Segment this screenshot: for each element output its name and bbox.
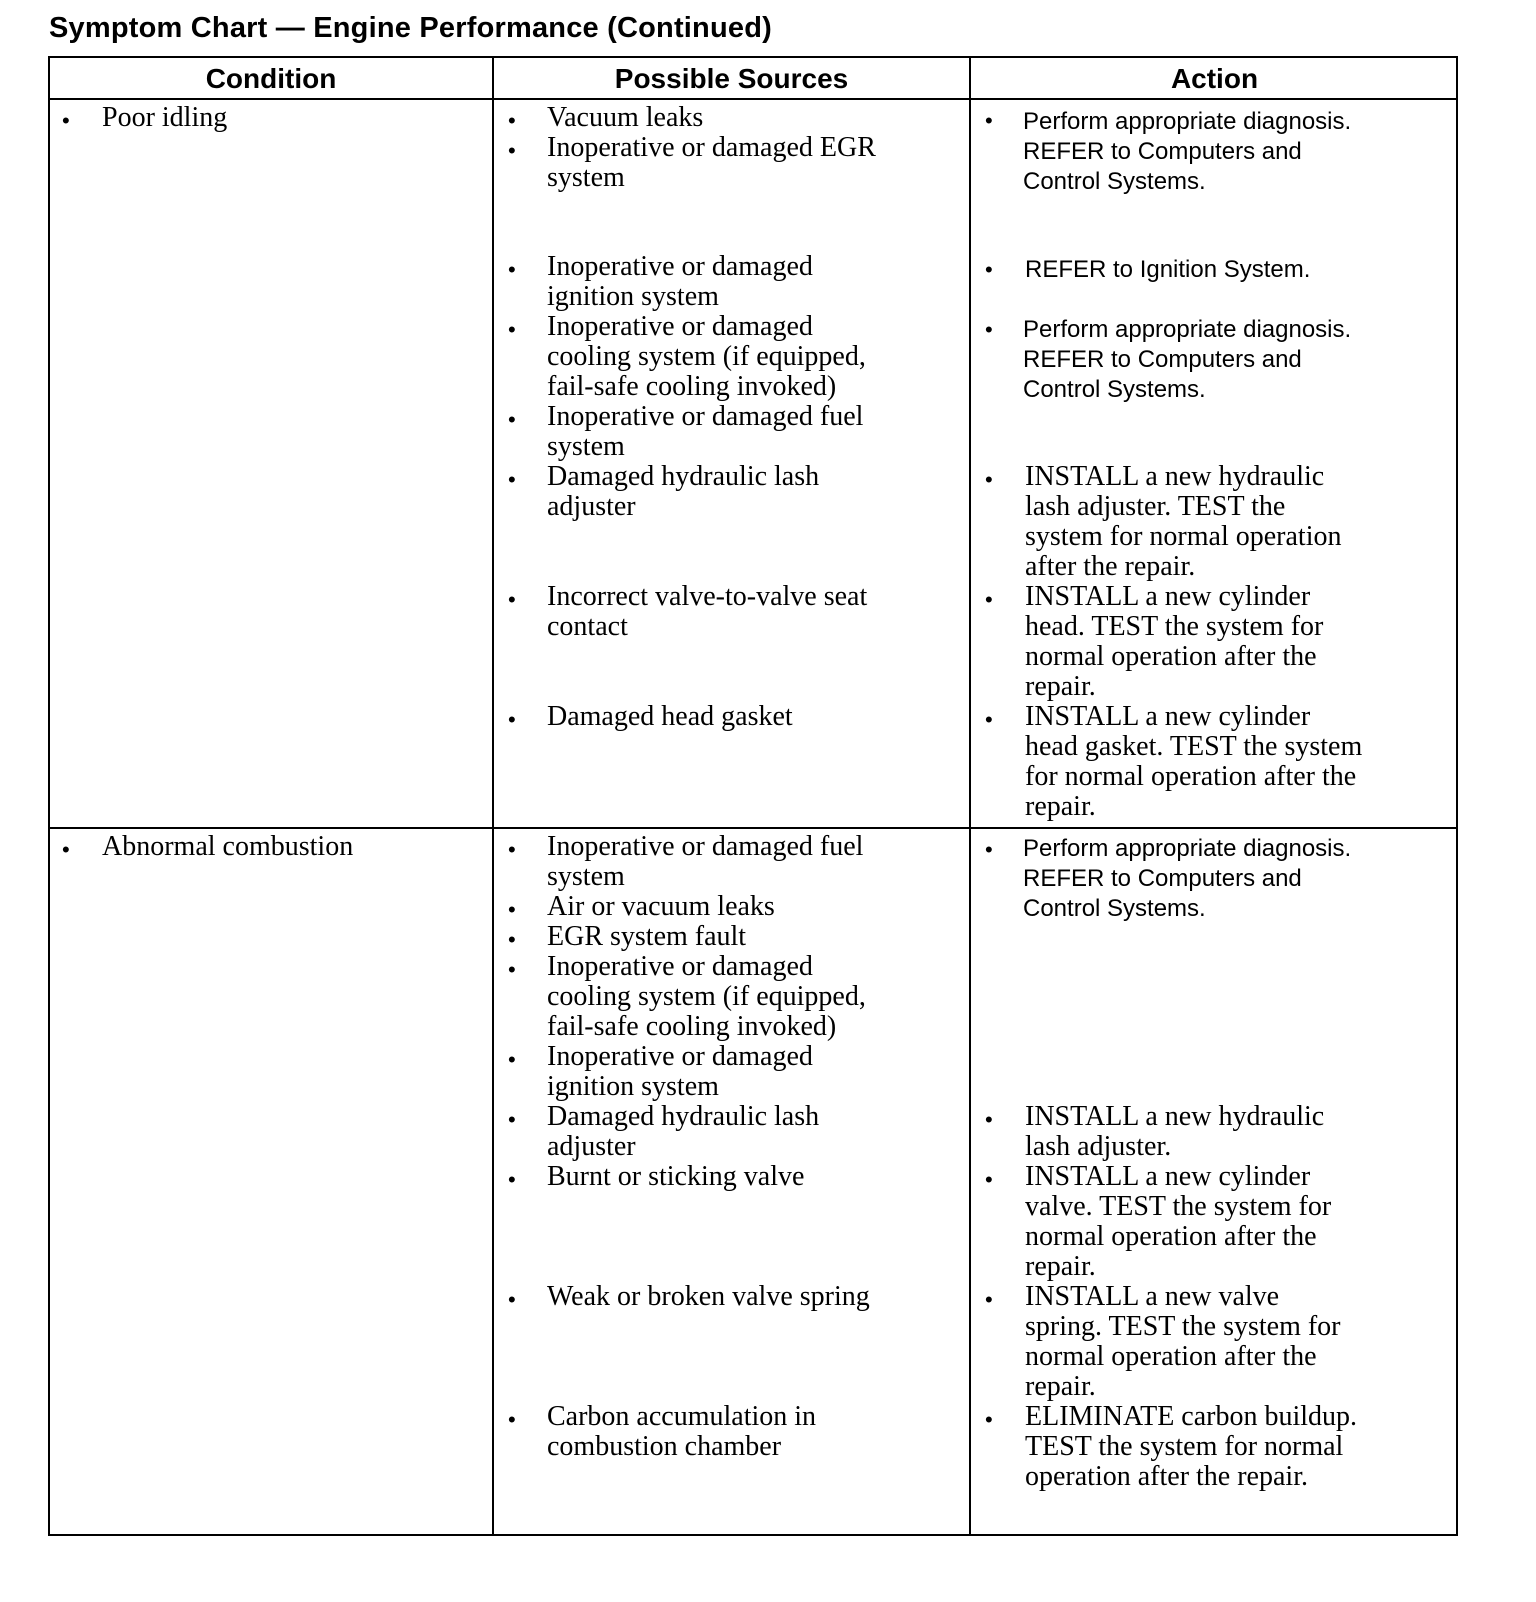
bullet: • <box>508 407 516 432</box>
source-item: Inoperative or damaged ignition system <box>547 1041 813 1102</box>
bullet: • <box>985 1107 993 1132</box>
column-header-condition: Condition <box>205 63 337 94</box>
bullet: • <box>985 1407 993 1432</box>
bullet: • <box>985 467 993 492</box>
bullet: • <box>508 927 516 952</box>
source-item: EGR system fault <box>547 921 747 952</box>
source-item: Carbon accumulation in combustion chamber <box>547 1401 817 1462</box>
bullet: • <box>985 1287 993 1312</box>
bullet: • <box>508 957 516 982</box>
source-item: Inoperative or damaged fuel system <box>547 401 864 462</box>
action-item: ELIMINATE carbon buildup. TEST the system for normal operation after the repair. <box>1025 1401 1358 1492</box>
bullet: • <box>508 317 516 342</box>
action-item: Perform appropriate diagnosis. REFER to Computers and Control Systems. <box>1023 108 1352 195</box>
action-item: INSTALL a new valve spring. TEST the system for normal operation after the repair. <box>1025 1281 1341 1402</box>
source-item: Weak or broken valve spring <box>547 1281 870 1312</box>
condition-text: Poor idling <box>102 102 228 133</box>
bullet: • <box>508 1287 516 1312</box>
bullet: • <box>508 1107 516 1132</box>
column-divider <box>492 58 494 1534</box>
bullet: • <box>508 1167 516 1192</box>
source-item: Burnt or sticking valve <box>547 1161 805 1192</box>
chart-title: Symptom Chart — Engine Performance (Continued) <box>49 12 772 44</box>
source-item: Air or vacuum leaks <box>547 891 775 922</box>
bullet: • <box>508 897 516 922</box>
bullet: • <box>508 587 516 612</box>
bullet: • <box>508 707 516 732</box>
source-item: Inoperative or damaged ignition system <box>547 251 813 312</box>
action-item: REFER to Ignition System. <box>1025 256 1311 283</box>
action-item: INSTALL a new hydraulic lash adjuster. <box>1025 1101 1325 1162</box>
source-item: Incorrect valve-to-valve seat contact <box>547 581 868 642</box>
bullet: • <box>508 837 516 862</box>
bullet: • <box>985 1167 993 1192</box>
action-item: Perform appropriate diagnosis. REFER to Computers and Control Systems. <box>1023 316 1352 403</box>
bullet: • <box>985 317 993 342</box>
bullet: • <box>508 1407 516 1432</box>
bullet: • <box>62 837 70 862</box>
bullet: • <box>62 108 70 133</box>
source-item: Damaged hydraulic lash adjuster <box>547 461 820 522</box>
column-header-possible-sources: Possible Sources <box>614 63 849 94</box>
source-item: Damaged hydraulic lash adjuster <box>547 1101 820 1162</box>
action-item: INSTALL a new hydraulic lash adjuster. TEST the system for normal operation after the repair. <box>1025 461 1342 582</box>
bullet: • <box>508 1047 516 1072</box>
bullet: • <box>508 108 516 133</box>
bullet: • <box>985 707 993 732</box>
source-item: Inoperative or damaged cooling system (if equipped, fail-safe cooling invoked) <box>547 951 866 1042</box>
source-item: Inoperative or damaged fuel system <box>547 831 864 892</box>
source-item: Damaged head gasket <box>547 701 793 732</box>
action-item: Perform appropriate diagnosis. REFER to Computers and Control Systems. <box>1023 835 1352 922</box>
bullet: • <box>985 108 993 133</box>
action-item: INSTALL a new cylinder head gasket. TEST the system for normal operation after the repair. <box>1025 701 1363 822</box>
source-item: Inoperative or damaged EGR system <box>547 132 876 193</box>
bullet: • <box>508 138 516 163</box>
action-item: INSTALL a new cylinder valve. TEST the system for normal operation after the repair. <box>1025 1161 1332 1282</box>
bullet: • <box>508 257 516 282</box>
column-divider <box>969 58 971 1534</box>
condition-text: Abnormal combustion <box>102 831 354 862</box>
source-item: Inoperative or damaged cooling system (if equipped, fail-safe cooling invoked) <box>547 311 866 402</box>
bullet: • <box>985 257 993 282</box>
bullet: • <box>985 587 993 612</box>
bullet: • <box>508 467 516 492</box>
source-item: Vacuum leaks <box>547 102 704 133</box>
column-header-action: Action <box>1170 63 1259 94</box>
symptom-chart-table <box>48 56 1458 1536</box>
row-divider <box>50 827 1456 829</box>
bullet: • <box>985 837 993 862</box>
action-item: INSTALL a new cylinder head. TEST the system for normal operation after the repair. <box>1025 581 1324 702</box>
